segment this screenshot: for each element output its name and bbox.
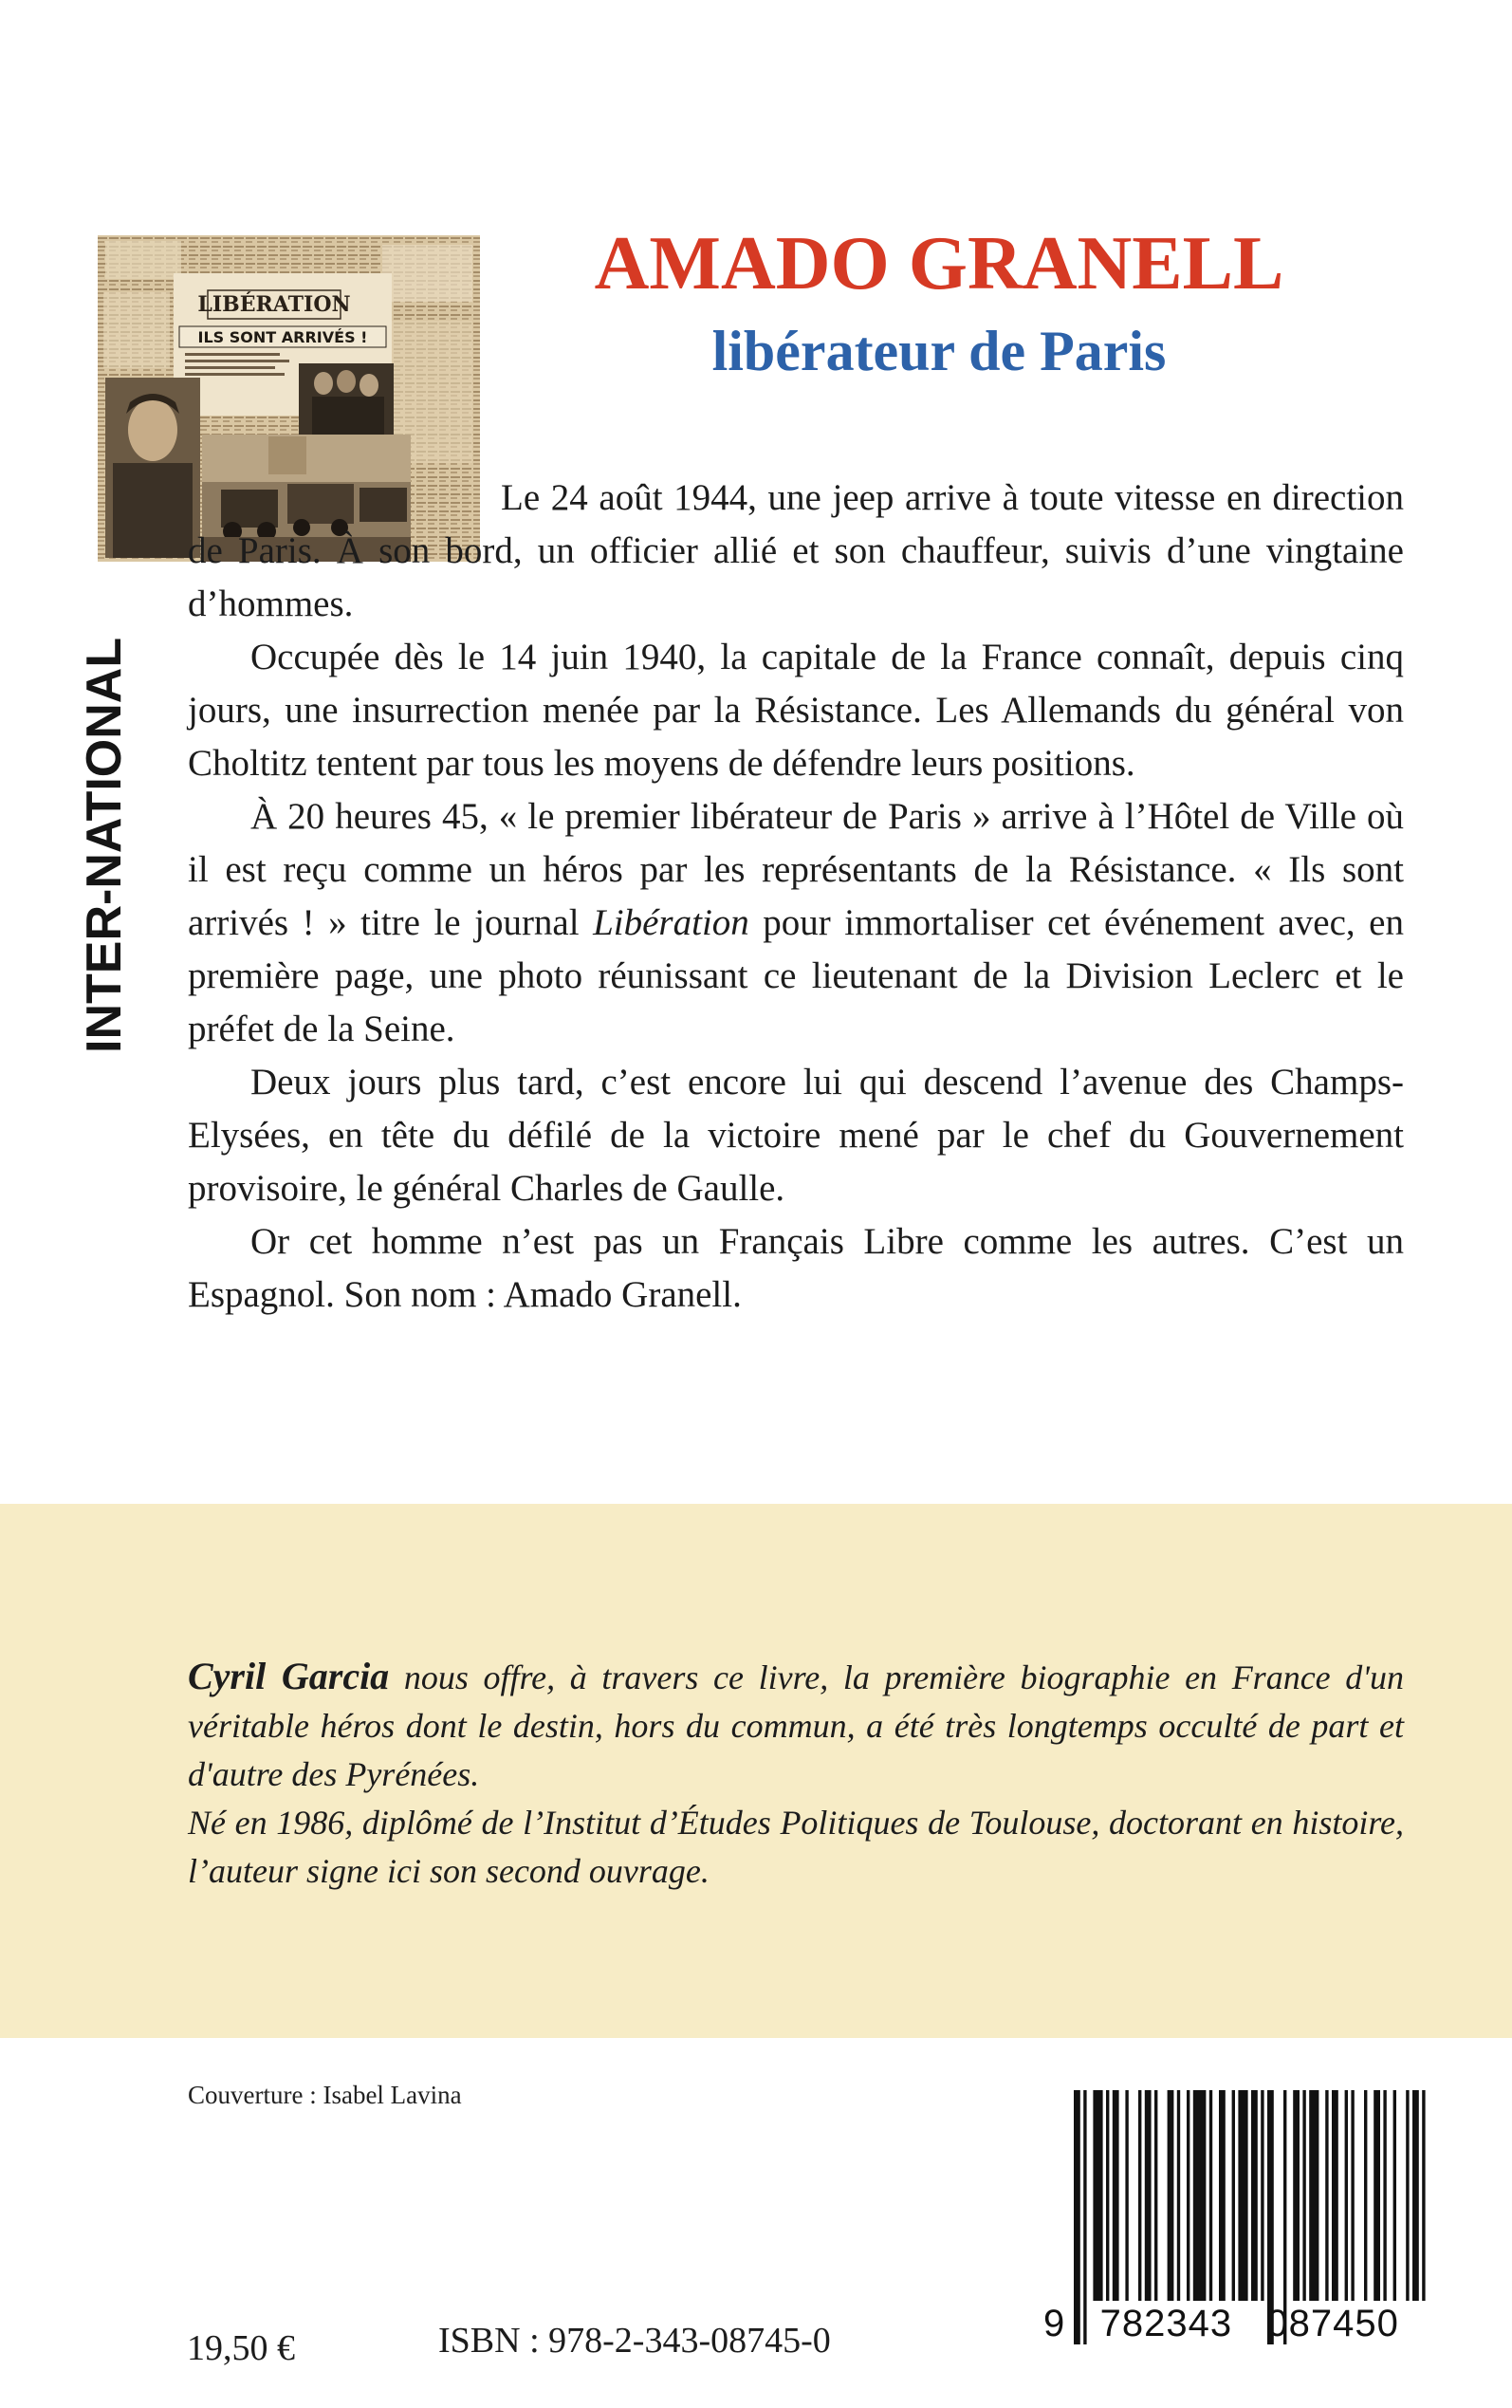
author-bio-text: nous offre, à travers ce livre, la première biographie en France d'un véritable héros dont le destin, hors du commun, a été très longtemps occulté de part et d'autre des Pyrénées. bbox=[188, 1658, 1404, 1793]
barcode-bar bbox=[1302, 2090, 1305, 2301]
barcode-bar bbox=[1187, 2090, 1189, 2301]
price: 19,50 € bbox=[187, 2328, 295, 2368]
barcode-bar bbox=[1309, 2090, 1318, 2301]
blurb-paragraph: Or cet homme n’est pas un Français Libre comme les autres. C’est un Espagnol. Son nom : Amado Granell. bbox=[188, 1221, 1404, 1315]
author-bio-paragraph: Né en 1986, diplômé de l’Institut d’Études Politiques de Toulouse, doctorant en histoire, l’auteur signe ici son second ouvrage. bbox=[188, 1804, 1404, 1890]
barcode-bar bbox=[1093, 2090, 1102, 2301]
barcode-bar bbox=[1219, 2090, 1226, 2301]
barcode-bar bbox=[1325, 2090, 1328, 2301]
barcode-bar bbox=[1364, 2090, 1367, 2301]
barcode-bar bbox=[1422, 2090, 1425, 2301]
barcode-bar bbox=[1145, 2090, 1152, 2301]
barcode-bar bbox=[1261, 2090, 1263, 2301]
author-bio-paragraph bbox=[188, 1652, 1404, 1799]
newspaper-title: Libération bbox=[593, 902, 749, 943]
barcode-bar bbox=[1406, 2090, 1409, 2301]
blurb-paragraph: Deux jours plus tard, c’est encore lui qui descend l’avenue des Champs-Elysées, en tête du défilé de la victoire mené par le chef du Gouvernement provisoire, le général Charles de Gaulle. bbox=[188, 1062, 1404, 1209]
blurb-text: pour immortaliser cet événement avec, en première page, une photo réunissant ce lieutenant de la Division Leclerc et le préfet de la Seine. bbox=[188, 902, 1404, 1049]
author-bio bbox=[188, 1652, 1404, 1896]
isbn: ISBN : 978-2-343-08745-0 bbox=[438, 2321, 831, 2361]
blurb-paragraph: Le 24 août 1944, une jeep arrive à toute vitesse en direction de Paris. À son bord, un officier allié et son chauffeur, suivis d’une vingtaine d’hommes. bbox=[188, 477, 1404, 624]
barcode-bar bbox=[1238, 2090, 1247, 2301]
barcode-bar bbox=[1374, 2090, 1380, 2301]
author-name: Cyril Garcia bbox=[188, 1655, 390, 1697]
collage-masthead: LIBÉRATION bbox=[197, 292, 351, 317]
barcode-bar bbox=[1138, 2090, 1141, 2301]
barcode-bar bbox=[1209, 2090, 1212, 2301]
barcode-bar bbox=[1106, 2090, 1109, 2301]
barcode-bar bbox=[1113, 2090, 1119, 2301]
blurb-paragraph: Occupée dès le 14 juin 1940, la capitale de la France connaît, depuis cinq jours, une insurrection menée par la Résistance. Les Allemands du général von Choltitz tentent par tous les moyens de défendre leurs positions. bbox=[188, 637, 1404, 784]
barcode-bar bbox=[1251, 2090, 1258, 2301]
blurb bbox=[188, 472, 1404, 1322]
barcode-bar bbox=[1412, 2090, 1419, 2301]
barcode-bar bbox=[1168, 2090, 1174, 2301]
book-subtitle: libérateur de Paris bbox=[711, 320, 1167, 382]
barcode-bar bbox=[1154, 2090, 1157, 2301]
book-title: AMADO GRANELL bbox=[594, 222, 1284, 306]
barcode-bar bbox=[1293, 2090, 1300, 2301]
barcode-bar bbox=[1383, 2090, 1386, 2301]
blurb-paragraph bbox=[188, 790, 1404, 1056]
barcode-bar bbox=[1193, 2090, 1207, 2301]
barcode-bar bbox=[1345, 2090, 1348, 2301]
collage-headline: ILS SONT ARRIVÉS ! bbox=[197, 328, 368, 346]
barcode-bar bbox=[1125, 2090, 1128, 2301]
series-label: INTER-NATIONAL bbox=[77, 637, 132, 1053]
barcode-digits: 9 782343 087450 bbox=[1043, 2303, 1399, 2344]
barcode-bar bbox=[1177, 2090, 1180, 2301]
barcode-bar bbox=[1393, 2090, 1396, 2301]
barcode-bar bbox=[1232, 2090, 1235, 2301]
barcode-bar bbox=[1332, 2090, 1338, 2301]
blurb-text: À 20 heures 45, « le premier libérateur de Paris » arrive à l’Hôtel de Ville où il est reçu comme un héros par les représentants de la Résistance. « Ils sont arrivés ! » titre le journal bbox=[188, 796, 1404, 943]
cover-credit: Couverture : Isabel Lavina bbox=[188, 2081, 462, 2109]
barcode-bar bbox=[1351, 2090, 1354, 2301]
